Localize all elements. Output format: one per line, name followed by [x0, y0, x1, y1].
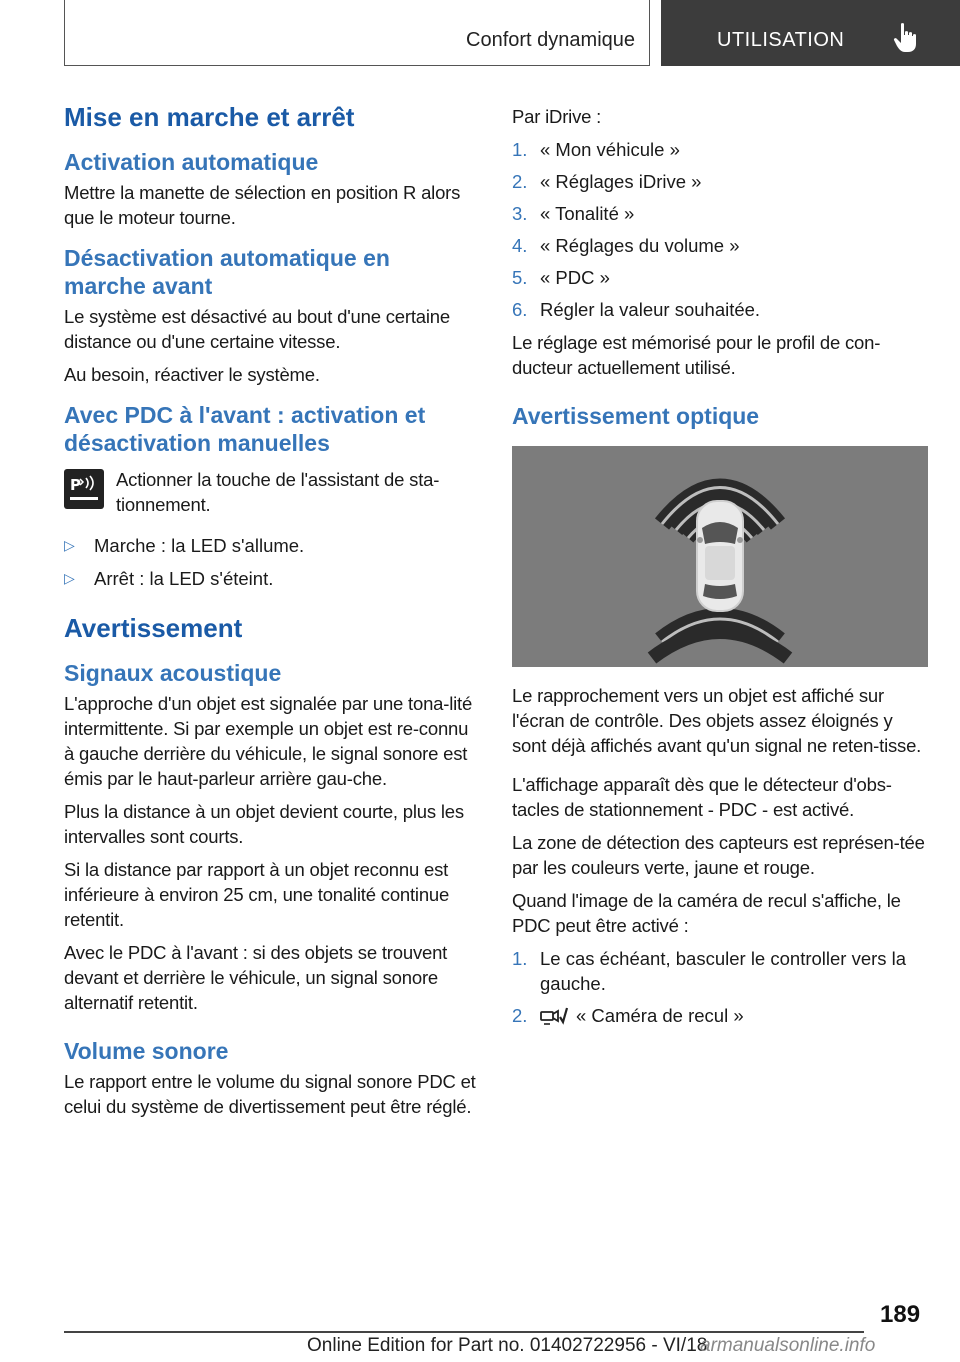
heading-acoustic: Signaux acoustique	[64, 660, 282, 686]
header-section-box	[64, 0, 650, 66]
car-top-view	[697, 501, 743, 611]
manual-activation-row	[64, 467, 478, 517]
text-acoustic-1: L'approche d'un objet est signalée par une tona-lité intermittente. Si par exemple un objet est re-connu à gauche derrière du véhicule, le signal sonore est émis par le haut-parleur arrière gau-che.	[64, 693, 473, 789]
text-manual-activation: Actionner la touche de l'assistant de sta-tionnement.	[116, 469, 440, 515]
park-assist-button-icon	[64, 469, 104, 509]
text-optical-1: Le rapprochement vers un objet est affiché sur l'écran de contrôle. Des objets assez éloignés y sont déjà affichés avant qu'un signal ne reten-tisse.	[512, 685, 922, 756]
text-optical-4: Quand l'image de la caméra de recul s'affiche, le PDC peut être activé :	[512, 890, 901, 936]
list-item: 4. « Réglages du volume »	[512, 235, 740, 256]
heading-optical: Avertissement optique	[512, 403, 760, 429]
list-item: ▷ Arrêt : la LED s'éteint.	[64, 568, 274, 589]
list-item: 2. « Caméra de recul »	[512, 1005, 744, 1026]
heading-auto-deactivation: Désactivation automatique en marche avant	[64, 245, 390, 299]
pointing-hand-icon	[893, 22, 919, 54]
heading-volume: Volume sonore	[64, 1038, 229, 1064]
rear-camera-icon	[540, 1005, 568, 1027]
footer-divider	[64, 1331, 864, 1333]
list-item: 5. « PDC »	[512, 267, 610, 288]
header-chapter-tab[interactable]	[661, 0, 960, 66]
footer-edition: Online Edition for Part no. 01402722956 - VI/18	[307, 1335, 708, 1356]
triangle-bullet-icon: ▷	[64, 537, 75, 553]
list-item: 1. « Mon véhicule »	[512, 139, 680, 160]
heading-auto-activation: Activation automatique	[64, 149, 319, 175]
text-acoustic-2: Plus la distance à un objet devient courte, plus les intervalles sont courts.	[64, 801, 464, 847]
list-item: ▷ Marche : la LED s'allume.	[64, 535, 305, 556]
list-item: 1. Le cas échéant, basculer le controller vers la gauche.	[512, 948, 907, 994]
led-status-list	[64, 533, 478, 591]
list-item: 2. « Réglages iDrive »	[512, 171, 702, 192]
heading-start-stop: Mise en marche et arrêt	[64, 102, 355, 132]
text-auto-deactivation-2: Au besoin, réactiver le système.	[64, 364, 320, 385]
text-optical-2: L'affichage apparaît dès que le détecteur d'obs-tacles de stationnement - PDC - est activé.	[512, 774, 892, 820]
svg-text:P: P	[70, 476, 81, 494]
heading-warning: Avertissement	[64, 613, 243, 643]
header-chapter-title: UTILISATION	[717, 29, 845, 51]
text-volume: Le rapport entre le volume du signal sonore PDC et celui du système de divertissement peut être réglé.	[64, 1071, 476, 1117]
heading-manual-activation: Avec PDC à l'avant : activation et désactivation manuelles	[64, 402, 426, 456]
footer-watermark: armanualsonline.info	[700, 1335, 876, 1356]
text-optical-3: La zone de détection des capteurs est représen-tée par les couleurs verte, jaune et rouge.	[512, 832, 925, 878]
page-number: 189	[880, 1301, 921, 1328]
left-column	[64, 100, 478, 1127]
camera-steps	[512, 946, 928, 1028]
header-section-title: Confort dynamique	[466, 29, 635, 51]
right-column	[512, 104, 928, 1036]
text-saved: Le réglage est mémorisé pour le profil de con-ducteur actuellement utilisé.	[512, 332, 881, 378]
text-auto-deactivation-1: Le système est désactivé au bout d'une certaine distance ou d'une certaine vitesse.	[64, 306, 450, 352]
pdc-display-graphic	[512, 446, 928, 667]
text-auto-activation: Mettre la manette de sélection en position R alors que le moteur tourne.	[64, 182, 461, 228]
list-item: 3. « Tonalité »	[512, 203, 635, 224]
triangle-bullet-icon: ▷	[64, 570, 75, 586]
text-idrive: Par iDrive :	[512, 106, 602, 127]
text-acoustic-4: Avec le PDC à l'avant : si des objets se trouvent devant et derrière le véhicule, un signal sonore alternatif retentit.	[64, 942, 448, 1013]
list-item: 6. Régler la valeur souhaitée.	[512, 299, 761, 320]
idrive-steps	[512, 137, 928, 322]
pdc-display-illustration	[512, 446, 928, 667]
text-acoustic-3: Si la distance par rapport à un objet reconnu est inférieure à environ 25 cm, une tonalité continue retentit.	[64, 859, 450, 930]
